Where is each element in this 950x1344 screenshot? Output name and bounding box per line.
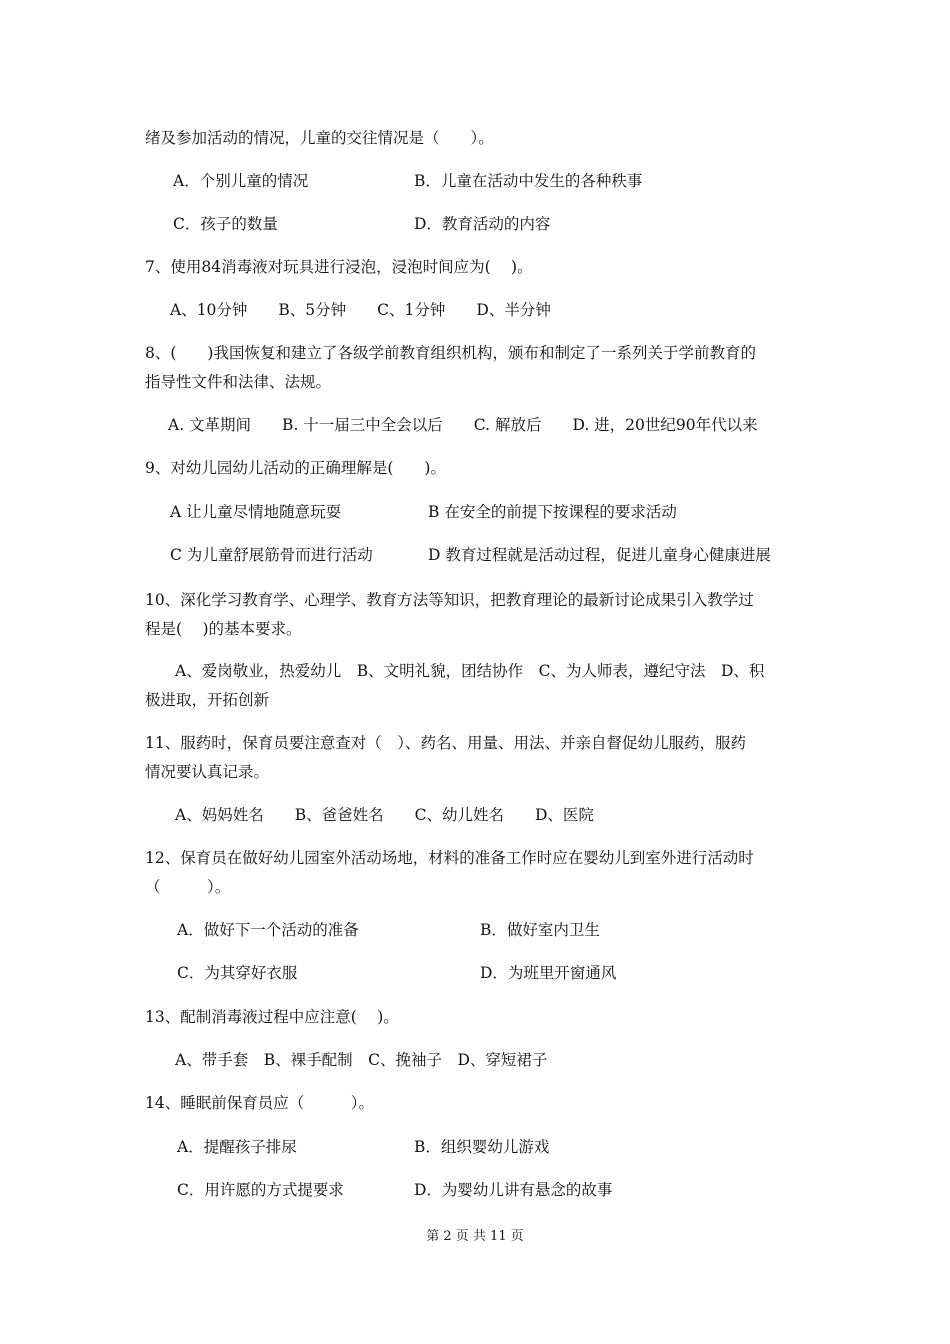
question-9: 9、对幼儿园幼儿活动的正确理解是( )。 bbox=[145, 459, 446, 477]
option-d: D 教育过程就是活动过程，促进儿童身心健康进展 bbox=[428, 546, 771, 564]
question-11-line-2: 情况要认真记录。 bbox=[145, 763, 270, 781]
option-a: A．做好下一个活动的准备 bbox=[177, 921, 359, 939]
page-number: 第 2 页 共 11 页 bbox=[426, 1229, 524, 1244]
option-b: B．做好室内卫生 bbox=[480, 921, 600, 939]
option-a: A．提醒孩子排尿 bbox=[177, 1138, 297, 1156]
option-b: B．组织婴幼儿游戏 bbox=[414, 1138, 550, 1156]
question-10-options-line-2: 极进取，开拓创新 bbox=[145, 691, 270, 709]
question-12: 12、保育员在做好幼儿园室外活动场地，材料的准备工作时应在婴幼儿到室外进行活动时 bbox=[145, 849, 754, 867]
question-10: 10、深化学习教育学、心理学、教育方法等知识，把教育理论的最新讨论成果引入教学过 bbox=[145, 591, 754, 609]
option-b: B．儿童在活动中发生的各种秩事 bbox=[414, 172, 643, 190]
option-d: D．为班里开窗通风 bbox=[480, 964, 617, 982]
question-10-options: A、爱岗敬业，热爱幼儿 B、文明礼貌，团结协作 C、为人师表，遵纪守法 D、积 bbox=[175, 662, 765, 680]
question-14: 14、睡眠前保育员应（ ）。 bbox=[145, 1094, 374, 1112]
question-11: 11、服药时，保育员要注意查对（ ）、药名、用量、用法、并亲自督促幼儿服药，服药 bbox=[145, 734, 746, 752]
option-a: A 让儿童尽情地随意玩耍 bbox=[170, 503, 342, 521]
option-c: C．用许愿的方式提要求 bbox=[177, 1181, 344, 1199]
question-8: 8、( )我国恢复和建立了各级学前教育组织机构，颁布和制定了一系列关于学前教育的 bbox=[145, 344, 756, 362]
question-10-line-2: 程是( )的基本要求。 bbox=[145, 620, 302, 638]
question-6-continuation: 绪及参加活动的情况，儿童的交往情况是（ ）。 bbox=[145, 129, 494, 147]
question-12-line-2: （ ）。 bbox=[145, 878, 231, 896]
question-11-options: A、妈妈姓名 B、爸爸姓名 C、幼儿姓名 D、医院 bbox=[175, 806, 594, 824]
option-d: D．教育活动的内容 bbox=[414, 215, 551, 233]
option-d: D．为婴幼儿讲有悬念的故事 bbox=[414, 1181, 613, 1199]
option-b: B 在安全的前提下按课程的要求活动 bbox=[428, 503, 677, 521]
question-8-options: A. 文革期间 B. 十一届三中全会以后 C. 解放后 D. 进，20世纪90年代以来 bbox=[168, 416, 758, 434]
question-7: 7、使用84消毒液对玩具进行浸泡，浸泡时间应为( )。 bbox=[145, 258, 533, 276]
question-13: 13、配制消毒液过程中应注意( )。 bbox=[145, 1008, 399, 1026]
question-7-options: A、10分钟 B、5分钟 C、1分钟 D、半分钟 bbox=[170, 301, 551, 319]
question-13-options: A、带手套 B、裸手配制 C、挽袖子 D、穿短裙子 bbox=[175, 1051, 548, 1069]
option-c: C．为其穿好衣服 bbox=[177, 964, 298, 982]
question-8-line-2: 指导性文件和法律、法规。 bbox=[145, 373, 332, 391]
option-a: A．个别儿童的情况 bbox=[173, 172, 309, 190]
option-c: C．孩子的数量 bbox=[173, 215, 278, 233]
option-c: C 为儿童舒展筋骨而进行活动 bbox=[170, 546, 373, 564]
